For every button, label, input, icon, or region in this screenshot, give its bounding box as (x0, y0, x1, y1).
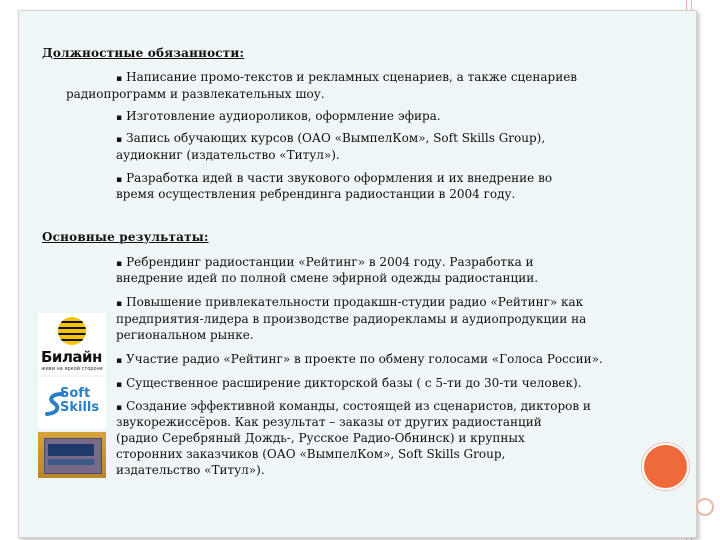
duty-item-1-text: Написание промо-текстов и рекламных сценариев, а также сценариев (126, 70, 578, 84)
bullet-icon: ▪ (116, 356, 123, 366)
decor-circle-large (642, 443, 689, 490)
bullet-icon: ▪ (116, 113, 123, 123)
result-item-5-cont: звукорежиссёров. Как результат – заказы от других радиостанций (116, 415, 542, 429)
beeline-logo-name: Билайн (41, 348, 102, 366)
titul-logo-panel (48, 459, 94, 465)
result-item-1-text: Ребрендинг радиостанции «Рейтинг» в 2004 году. Разработка и (126, 255, 534, 269)
duty-item-1 (116, 69, 577, 88)
duties-heading: Должностные обязанности: (42, 46, 245, 60)
decor-circle-small (696, 498, 714, 516)
bullet-icon: ▪ (116, 380, 123, 390)
bullet-icon: ▪ (116, 175, 123, 185)
result-item-2 (116, 294, 583, 313)
duty-item-3 (116, 130, 545, 149)
bullet-icon: ▪ (116, 259, 123, 269)
softskills-logo (38, 377, 106, 429)
result-item-4 (116, 375, 581, 394)
duty-item-3-cont: аудиокниг (издательство «Титул»). (116, 148, 340, 162)
duty-item-4-cont: время осуществления ребрендинга радиостанции в 2004 году. (116, 187, 516, 201)
bullet-icon: ▪ (116, 135, 123, 145)
bullet-icon: ▪ (116, 74, 123, 84)
beeline-logo-slogan: живи на яркой стороне (41, 366, 103, 372)
beeline-logo (38, 313, 106, 375)
result-item-5-cont3: сторонних заказчиков (ОАО «ВымпелКом», Soft Skills Group, (116, 447, 506, 461)
duty-item-3-text: Запись обучающих курсов (ОАО «ВымпелКом», Soft Skills Group), (126, 131, 546, 145)
result-item-3-text: Участие радио «Рейтинг» в проекте по обмену голосами «Голоса России». (126, 352, 603, 366)
result-item-2-cont2: региональном рынке. (116, 328, 254, 342)
result-item-5-cont2: (радио Серебряный Дождь-, Русское Радио-Обнинск) и крупных (116, 431, 525, 445)
duty-item-4-text: Разработка идей в части звукового оформления и их внедрение во (126, 171, 553, 185)
bullet-icon: ▪ (116, 299, 123, 309)
duty-item-1-cont: радиопрограмм и развлекательных шоу. (66, 87, 325, 101)
duty-item-2 (116, 108, 441, 127)
titul-logo (38, 432, 106, 478)
softskills-logo-line1: Soft (60, 386, 91, 401)
result-item-4-text: Существенное расширение дикторской базы ( с 5-ти до 30-ти человек). (126, 376, 582, 390)
results-heading: Основные результаты: (42, 230, 209, 244)
result-item-3 (116, 351, 603, 370)
result-item-1-cont: внедрение идей по полной смене эфирной одежды радиостанции. (116, 271, 539, 285)
result-item-5-text: Создание эффективной команды, состоящей из сценаристов, дикторов и (126, 399, 591, 413)
bullet-icon: ▪ (116, 403, 123, 413)
softskills-logo-line2: Skills (60, 400, 100, 415)
softskills-logo-text (60, 387, 99, 415)
beeline-stripes-icon (58, 317, 86, 345)
result-item-5-cont4: издательство «Титул»). (116, 463, 265, 477)
titul-logo-panel (48, 444, 94, 456)
duty-item-2-text: Изготовление аудиороликов, оформление эфира. (126, 109, 441, 123)
result-item-2-text: Повышение привлекательности продакшн-студии радио «Рейтинг» как (126, 295, 584, 309)
result-item-2-cont: предприятия-лидера в производстве радиорекламы и аудиопродукции на (116, 312, 587, 326)
